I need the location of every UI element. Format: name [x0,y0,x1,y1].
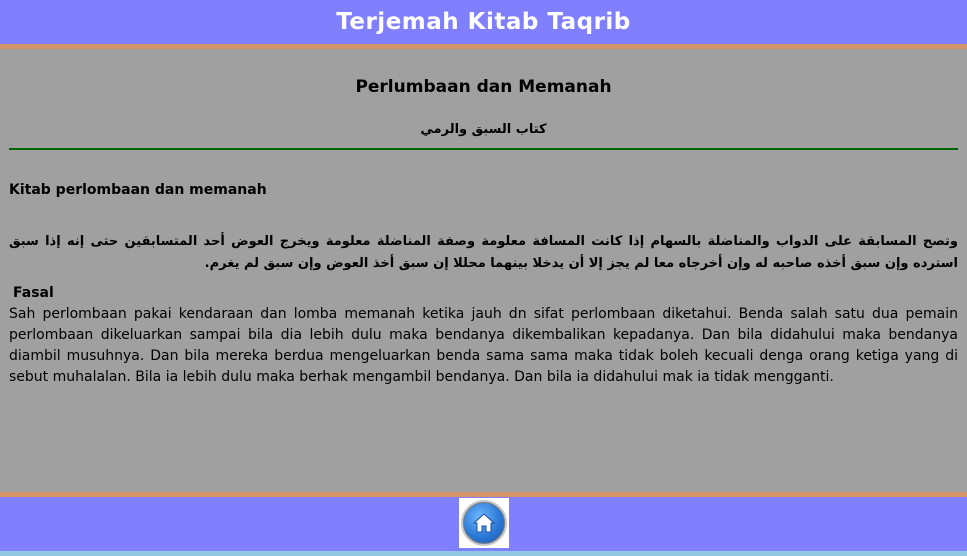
arabic-chapter-title: كتاب السبق والرمي [420,122,547,137]
chapter-title: Perlumbaan dan Memanah [355,77,612,97]
app-title: Terjemah Kitab Taqrib [336,9,631,35]
footer-edge [0,551,967,556]
header-bar [0,0,967,44]
content-area [0,49,967,492]
section-heading: Kitab perlombaan dan memanah [9,182,267,198]
fasal-label: Fasal [13,285,54,301]
arabic-paragraph: وتصح المسابقة على الدواب والمناضلة بالسهام إذا كانت المسافة معلومة وصفة المناضلة معلومة ويخرج العوض أحد المتسابقين حتى إنه إذا سبق استرده وإن سبق أخذه صاحبه له وإن أخرجاه معا لم يجز إلا أن يدخلا بينهما محللا إن سبق أخذ العوض وإن سبق لم يغرم. [9,234,958,271]
home-button[interactable] [459,498,509,548]
home-glyph [472,512,496,534]
title-divider [9,148,958,150]
home-icon [461,500,507,546]
translation-paragraph: Sah perlombaan pakai kendaraan dan lomba memanah ketika jauh dn sifat perlombaan diketahui. Benda salah satu dua pemain perlombaan dikeluarkan sampai bila dia lebih dulu maka bendanya dikembalikan kepadanya. Dan bila didahului maka bendanya diambil musuhnya. Dan bila mereka berdua mengeluarkan benda sama sama maka tidak boleh kecuali denga orang ketiga yang di sebut muhalalan. Bila ia lebih dulu maka berhak mengambil bendanya. Dan bila ia didahului mak ia tidak mengganti. [9,306,958,385]
